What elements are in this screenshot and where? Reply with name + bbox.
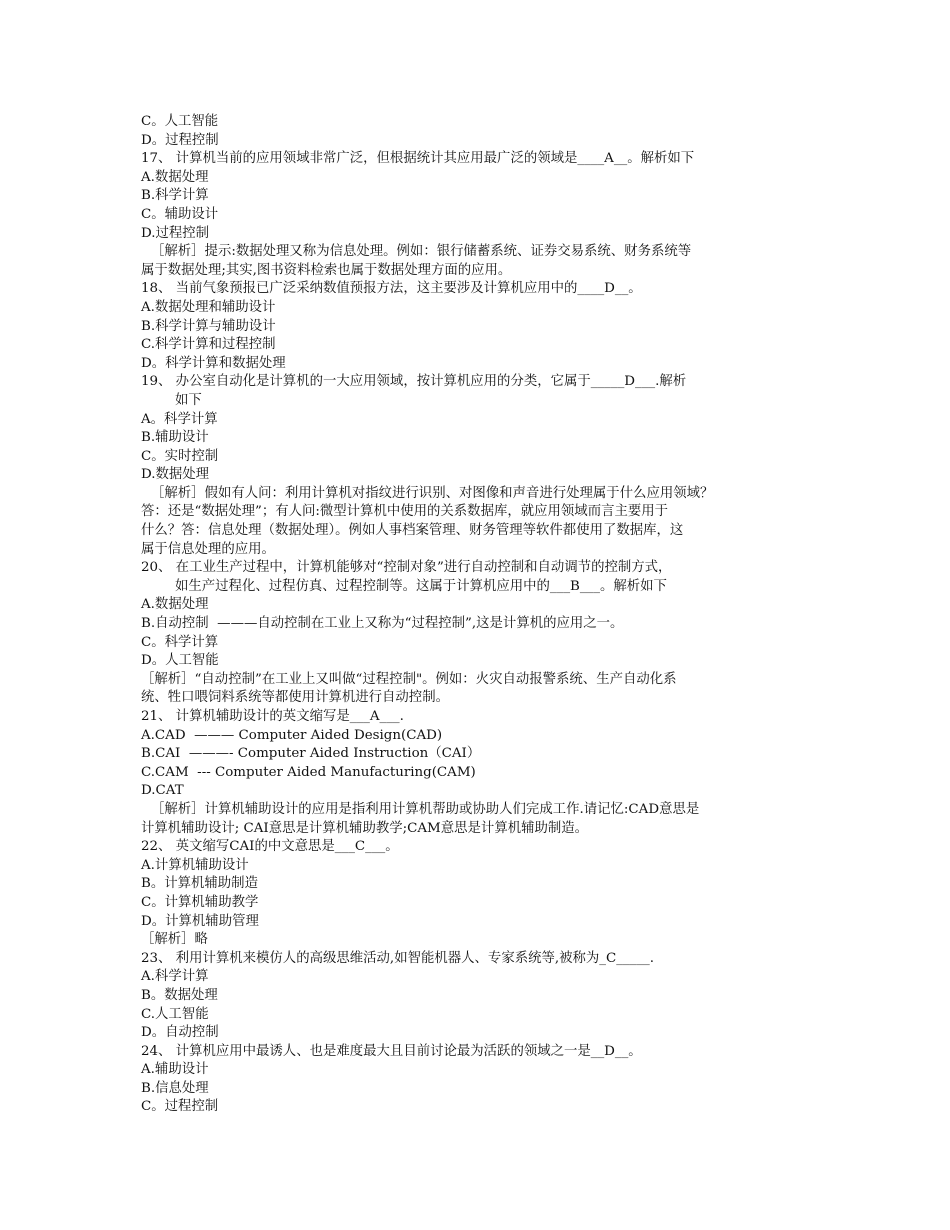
option-line: D。计算机辅助管理 bbox=[141, 913, 259, 929]
option-line: A。科学计算 bbox=[141, 411, 218, 427]
option-line: A.CAD ——— Computer Aided Design(CAD) bbox=[141, 727, 443, 743]
option-line: B.辅助设计 bbox=[141, 430, 209, 446]
explanation-line: ［解析］提示:数据处理又称为信息处理。例如：银行储蓄系统、证券交易系统、财务系统等 bbox=[151, 244, 692, 260]
explanation-line: ［解析］计算机辅助设计的应用是指利用计算机帮助或协助人们完成工作.请记忆:CAD意思是 bbox=[151, 801, 700, 817]
option-line: C。实时控制 bbox=[141, 448, 219, 464]
explanation-line: 属于数据处理;其实,图书资料检索也属于数据处理方面的应用。 bbox=[141, 262, 512, 278]
question-23: 23、 利用计算机来模仿人的高级思维活动,如智能机器人、专家系统等,被称为_C_____. bbox=[141, 950, 654, 966]
option-line: B.科学计算与辅助设计 bbox=[141, 318, 276, 334]
option-line: C。科学计算 bbox=[141, 634, 219, 650]
option-line: D。自动控制 bbox=[141, 1025, 219, 1041]
text-line: D。过程控制 bbox=[141, 132, 219, 148]
option-line: A.计算机辅助设计 bbox=[141, 857, 249, 873]
explanation-line: 答：还是“数据处理”；有人问:微型计算机中使用的关系数据库，就应用领域而言主要用于 bbox=[141, 504, 669, 520]
question-24: 24、 计算机应用中最诱人、也是难度最大且目前讨论最为活跃的领域之一是__D__。 bbox=[141, 1043, 642, 1059]
option-line: C。辅助设计 bbox=[141, 206, 219, 222]
explanation-line: 计算机辅助设计; CAI意思是计算机辅助教学;CAM意思是计算机辅助制造。 bbox=[141, 820, 589, 836]
explanation-line: 统、牲口喂饲料系统等都使用计算机进行自动控制。 bbox=[141, 690, 449, 706]
option-line: D.CAT bbox=[141, 783, 184, 799]
option-line: B.CAI ———- Computer Aided Instruction（CAI） bbox=[141, 746, 481, 762]
explanation-line: 属于信息处理的应用。 bbox=[141, 541, 275, 557]
option-line: A.数据处理和辅助设计 bbox=[141, 299, 276, 315]
option-line: B。数据处理 bbox=[141, 987, 218, 1003]
option-line: D.数据处理 bbox=[141, 467, 210, 483]
question-17: 17、 计算机当前的应用领域非常广泛，但根据统计其应用最广泛的领域是____A__。解析如下 bbox=[141, 151, 695, 167]
option-line: D。科学计算和数据处理 bbox=[141, 355, 286, 371]
document-page bbox=[141, 113, 831, 1117]
option-line: D。人工智能 bbox=[141, 653, 219, 669]
question-18: 18、 当前气象预报已广泛采纳数值预报方法，这主要涉及计算机应用中的____D__。 bbox=[141, 281, 642, 297]
option-line: C.人工智能 bbox=[141, 1006, 209, 1022]
option-line: B.科学计算 bbox=[141, 188, 209, 204]
question-22: 22、 英文缩写CAI的中文意思是___C___。 bbox=[141, 839, 399, 855]
option-line: A.辅助设计 bbox=[141, 1062, 209, 1078]
question-19-continued: 如下 bbox=[175, 392, 202, 408]
option-line: C。计算机辅助教学 bbox=[141, 894, 259, 910]
option-line: B.信息处理 bbox=[141, 1080, 209, 1096]
explanation-line: ［解析］假如有人问：利用计算机对指纹进行识别、对图像和声音进行处理属于什么应用领域？ bbox=[151, 485, 714, 501]
option-line: C.科学计算和过程控制 bbox=[141, 337, 276, 353]
question-20-continued: 如生产过程化、过程仿真、过程控制等。这属于计算机应用中的___B___。解析如下 bbox=[175, 578, 667, 594]
explanation-line: ［解析］“自动控制”在工业上又叫做“过程控制"。例如：火灾自动报警系统、生产自动化系 bbox=[141, 671, 677, 687]
option-line: A.数据处理 bbox=[141, 169, 209, 185]
option-line: C.CAM --- Computer Aided Manufacturing(CAM) bbox=[141, 764, 476, 780]
option-line: B.自动控制 ———自动控制在工业上又称为“过程控制”,这是计算机的应用之一。 bbox=[141, 616, 624, 632]
question-19: 19、 办公室自动化是计算机的一大应用领域，按计算机应用的分类，它属于_____D___.解析 bbox=[141, 374, 687, 390]
explanation-line: ［解析］略 bbox=[141, 932, 208, 948]
explanation-line: 什么？答：信息处理（数据处理）。例如人事档案管理、财务管理等软件都使用了数据库，这 bbox=[141, 523, 684, 539]
option-line: B。计算机辅助制造 bbox=[141, 876, 258, 892]
option-line: A.科学计算 bbox=[141, 969, 209, 985]
question-21: 21、 计算机辅助设计的英文缩写是___A___. bbox=[141, 709, 404, 724]
option-line: D.过程控制 bbox=[141, 225, 210, 241]
option-line: A.数据处理 bbox=[141, 597, 209, 613]
option-line: C。过程控制 bbox=[141, 1099, 219, 1115]
text-line: C。人工智能 bbox=[141, 114, 219, 129]
question-20: 20、 在工业生产过程中，计算机能够对“控制对象”进行自动控制和自动调节的控制方式， bbox=[141, 560, 672, 576]
